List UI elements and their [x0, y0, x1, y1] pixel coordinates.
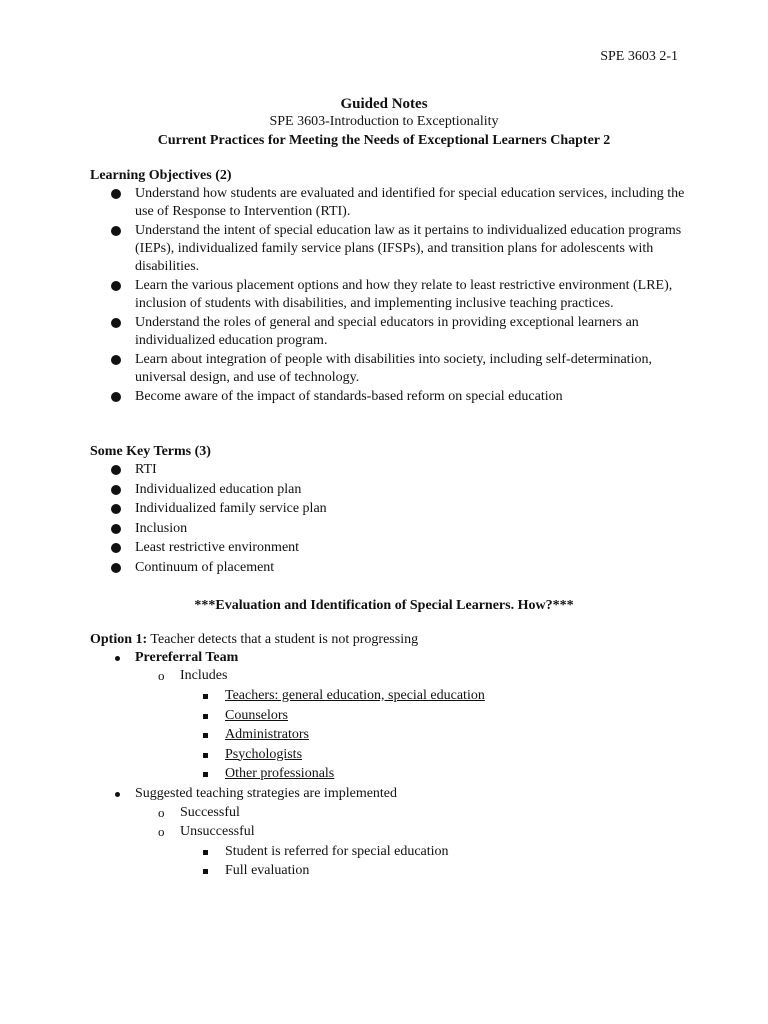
- team-members-list: [180, 687, 690, 783]
- objectives-list: [90, 185, 690, 406]
- bullet-icon: [111, 318, 121, 328]
- course-name: SPE 3603-Introduction to Exceptionality: [269, 114, 499, 129]
- key-terms-list: [90, 461, 690, 577]
- square-bullet-icon: [203, 694, 208, 699]
- outcomes-list: [180, 843, 690, 881]
- bullet-icon: [111, 563, 121, 573]
- list-item: Least restrictive environment: [90, 539, 690, 557]
- list-item: Individualized family service plan: [90, 500, 690, 518]
- bullet-icon: [111, 392, 121, 402]
- list-item: Learn the various placement options and how they relate to least restrictive environment (LRE), inclusion of students with disabilities, and implementing inclusive teaching practices.: [90, 277, 690, 313]
- list-item: [90, 649, 690, 783]
- list-item: Continuum of placement: [90, 559, 690, 577]
- list-item: Full evaluation: [180, 862, 690, 880]
- list-item: o Unsuccessful Student is referred for special education Full evaluation: [135, 823, 690, 881]
- evaluation-heading: ***Evaluation and Identification of Special Learners. How?***: [194, 598, 574, 613]
- bullet-icon: [111, 355, 121, 365]
- bullet-icon: [111, 281, 121, 291]
- bullet-icon: [111, 226, 121, 236]
- option-1-list: [90, 649, 690, 880]
- bullet-icon: [111, 485, 121, 495]
- list-item: Learn about integration of people with disabilities into society, including self-determination, universal design, and use of technology.: [90, 351, 690, 387]
- option-label: Option 1:: [90, 632, 148, 647]
- bullet-icon: [111, 524, 121, 534]
- list-item: Student is referred for special education: [180, 843, 690, 861]
- list-item: Understand the intent of special education law as it pertains to individualized education programs (IEPs), individualized family service plans (IFSPs), and transition plans for adolescents with disabilities.: [90, 222, 690, 276]
- square-bullet-icon: [203, 714, 208, 719]
- option-1-section: [90, 631, 690, 880]
- list-item: Suggested teaching strategies are implemented o Successful o Unsuccessful Student is referred for special education Full evaluation: [90, 785, 690, 881]
- list-item: Other professionals: [180, 765, 690, 783]
- bullet-icon: [115, 792, 120, 797]
- circle-bullet-icon: o: [158, 804, 165, 820]
- learning-objectives-section: [90, 167, 690, 407]
- list-item: Psychologists: [180, 746, 690, 764]
- list-item: Understand how students are evaluated and identified for special education services, including the use of Response to Intervention (RTI).: [90, 185, 690, 221]
- key-terms-heading: Some Key Terms (3): [90, 444, 211, 459]
- option-text: Teacher detects that a student is not progressing: [147, 632, 419, 647]
- list-item: Teachers: general education, special education: [180, 687, 690, 705]
- key-terms-section: [90, 443, 690, 578]
- list-item: RTI: [90, 461, 690, 479]
- list-item: Inclusion: [90, 520, 690, 538]
- chapter-title: Current Practices for Meeting the Needs of Exceptional Learners Chapter 2: [157, 133, 611, 148]
- option-1-line: [90, 631, 690, 649]
- circle-bullet-icon: o: [158, 668, 165, 683]
- page-title: Guided Notes: [340, 96, 428, 112]
- square-bullet-icon: [203, 850, 208, 855]
- prereferral-team-label: Prereferral Team: [135, 650, 239, 665]
- bullet-icon: [111, 189, 121, 199]
- list-item: Individualized education plan: [90, 481, 690, 499]
- square-bullet-icon: [203, 733, 208, 738]
- list-item: o Successful: [158, 804, 240, 820]
- bullet-icon: [111, 504, 121, 514]
- circle-bullet-icon: o: [158, 823, 165, 839]
- square-bullet-icon: [203, 772, 208, 777]
- bullet-icon: [111, 543, 121, 553]
- prereferral-sublist: [135, 667, 690, 783]
- list-item: Counselors: [180, 707, 690, 725]
- list-item: Administrators: [180, 726, 690, 744]
- bullet-icon: [111, 465, 121, 475]
- list-item: Become aware of the impact of standards-based reform on special education: [90, 388, 690, 406]
- strategies-sublist: [135, 804, 690, 881]
- learning-objectives-heading: Learning Objectives (2): [90, 168, 232, 183]
- square-bullet-icon: [203, 753, 208, 758]
- square-bullet-icon: [203, 869, 208, 874]
- page-reference: SPE 3603 2-1: [600, 49, 678, 64]
- list-item: Understand the roles of general and special educators in providing exceptional learners an individualized education program.: [90, 314, 690, 350]
- bullet-icon: [115, 656, 120, 661]
- list-item: o Includes Teachers: general education, special education Counselors Administrators Psychologists Other professionals: [135, 667, 690, 783]
